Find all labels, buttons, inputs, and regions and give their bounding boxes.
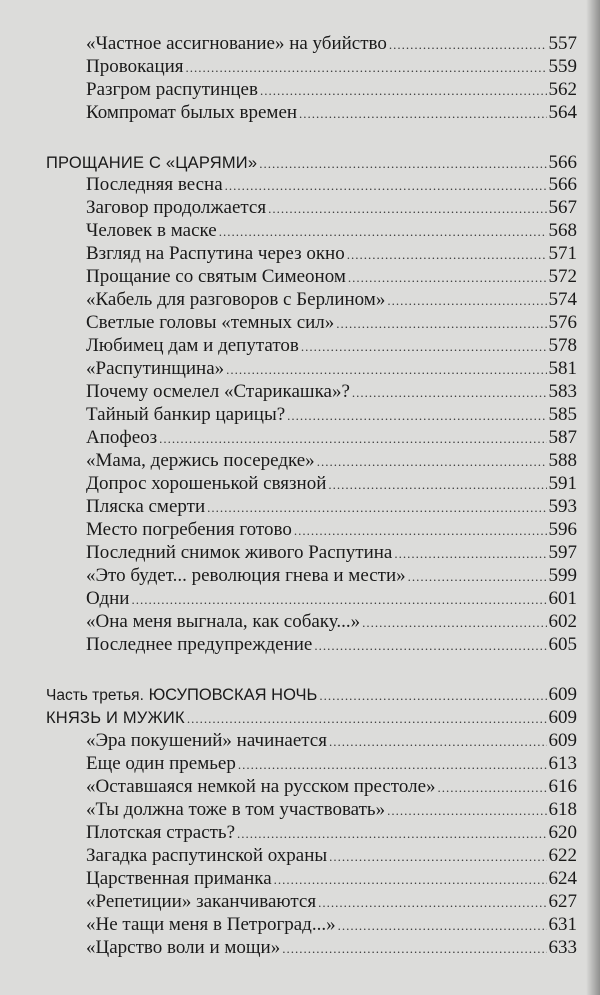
leader-dots	[389, 33, 547, 56]
leader-dots	[299, 102, 546, 125]
entry-title: «Кабель для разговоров с Берлином»	[86, 289, 386, 310]
entry-page: 605	[548, 634, 577, 655]
entry-page: 596	[548, 519, 577, 540]
toc-entry	[86, 867, 577, 891]
toc-entry	[86, 357, 577, 381]
leader-dots	[207, 496, 546, 519]
toc-entry	[86, 798, 577, 822]
leader-dots	[274, 868, 547, 891]
leader-dots	[187, 707, 547, 730]
leader-dots	[348, 266, 547, 289]
leader-dots	[408, 565, 547, 588]
entry-page: 574	[548, 289, 577, 310]
entry-page: 566	[548, 174, 577, 195]
entry-page: 624	[548, 868, 577, 889]
toc-entry	[86, 55, 577, 79]
toc-entry	[86, 844, 577, 868]
entry-title: Загадка распутинской охраны	[86, 845, 328, 866]
entry-title: Царственная приманка	[86, 868, 272, 889]
toc-section-heading	[46, 151, 577, 175]
toc-entry	[86, 265, 577, 289]
section-page: 609	[548, 707, 577, 728]
entry-title: Еще один премьер	[86, 753, 236, 774]
entry-title: Разгром распутинцев	[86, 79, 258, 100]
entry-page: 557	[548, 33, 577, 54]
entry-page: 576	[548, 312, 577, 333]
entry-page: 571	[548, 243, 577, 264]
entry-page: 588	[548, 450, 577, 471]
leader-dots	[294, 519, 547, 542]
leader-dots	[219, 220, 547, 243]
entry-title: Провокация	[86, 56, 184, 77]
entry-title: «Частное ассигнование» на убийство	[86, 33, 387, 54]
entry-title: Заговор продолжается	[86, 197, 267, 218]
entry-title: «Оставшаяся немкой на русском престоле»	[86, 776, 436, 797]
part-page: 609	[548, 684, 577, 705]
entry-page: 597	[548, 542, 577, 563]
entry-title: Прощание со святым Симеоном	[86, 266, 346, 287]
toc-entry	[86, 913, 577, 937]
toc-entry	[86, 472, 577, 496]
leader-dots	[186, 56, 547, 79]
entry-page: 581	[548, 358, 577, 379]
toc-entry	[86, 78, 577, 102]
toc-entry	[86, 729, 577, 753]
part-heading-label	[46, 683, 319, 707]
entry-page: 585	[548, 404, 577, 425]
entry-title: «Она меня выгнала, как собаку...»	[86, 611, 361, 632]
leader-dots	[226, 358, 546, 381]
entry-title: «Не тащи меня в Петроград...»	[86, 914, 336, 935]
entry-page: 562	[548, 79, 577, 100]
toc-entry	[86, 587, 577, 611]
entry-page: 618	[548, 799, 577, 820]
entry-title: Пляска смерти	[86, 496, 206, 517]
leader-dots	[394, 542, 546, 565]
entry-page: 599	[548, 565, 577, 586]
leader-dots	[317, 450, 547, 473]
leader-dots	[352, 381, 547, 404]
entry-page: 591	[548, 473, 577, 494]
entry-title: Любимец дам и депутатов	[86, 335, 299, 356]
leader-dots	[268, 197, 546, 220]
entry-title: Последняя весна	[86, 174, 223, 195]
entry-page: 631	[548, 914, 577, 935]
toc-entry	[86, 426, 577, 450]
leader-dots	[438, 776, 547, 799]
entry-title: Светлые головы «темных сил»	[86, 312, 335, 333]
entry-title: Компромат былых времен	[86, 102, 298, 123]
toc-part-heading	[46, 683, 577, 707]
entry-title: «Эра покушений» начинается	[86, 730, 327, 751]
entry-page: 633	[548, 937, 577, 958]
entry-title: Тайный банкир царицы?	[86, 404, 286, 425]
leader-dots	[131, 588, 546, 611]
leader-dots	[336, 312, 546, 335]
toc-entry	[86, 633, 577, 657]
toc-entry	[86, 219, 577, 243]
leader-dots	[347, 243, 547, 266]
leader-dots	[260, 79, 547, 102]
toc-entry	[86, 518, 577, 542]
toc-section-heading	[46, 706, 577, 730]
toc-entry	[86, 610, 577, 634]
page-edge-shadow	[586, 0, 600, 995]
entry-page: 602	[548, 611, 577, 632]
leader-dots	[329, 845, 546, 868]
toc-entry	[86, 775, 577, 799]
entry-page: 578	[548, 335, 577, 356]
entry-title: «Распутинщина»	[86, 358, 225, 379]
entry-title: Почему осмелел «Старикашка»?	[86, 381, 350, 402]
leader-dots	[328, 473, 546, 496]
toc-entry	[86, 890, 577, 914]
toc-entry	[86, 449, 577, 473]
entry-page: 583	[548, 381, 577, 402]
leader-dots	[159, 427, 546, 450]
entry-title: Одни	[86, 588, 130, 609]
toc-entry	[86, 101, 577, 125]
entry-page: 572	[548, 266, 577, 287]
leader-dots	[387, 799, 546, 822]
entry-title: Взгляд на Распутина через окно	[86, 243, 345, 264]
leader-dots	[259, 152, 546, 175]
leader-dots	[314, 634, 546, 657]
entry-page: 587	[548, 427, 577, 448]
entry-title: Человек в маске	[86, 220, 217, 241]
entry-page: 601	[548, 588, 577, 609]
section-page: 566	[548, 152, 577, 173]
toc-entry	[86, 32, 577, 56]
section-title: КНЯЗЬ И МУЖИК	[46, 709, 185, 727]
entry-page: 593	[548, 496, 577, 517]
entry-page: 609	[548, 730, 577, 751]
toc-entry	[86, 403, 577, 427]
entry-page: 613	[548, 753, 577, 774]
toc-entry	[86, 242, 577, 266]
leader-dots	[318, 891, 546, 914]
toc-entry	[86, 196, 577, 220]
entry-title: «Репетиции» заканчиваются	[86, 891, 317, 912]
entry-page: 627	[548, 891, 577, 912]
part-prefix: Часть третья.	[46, 687, 144, 704]
entry-title: «Мама, держись посередке»	[86, 450, 315, 471]
entry-title: Последнее предупреждение	[86, 634, 313, 655]
entry-page: 622	[548, 845, 577, 866]
section-title: ПРОЩАНИЕ С «ЦАРЯМИ»	[46, 154, 258, 172]
entry-title: Плотская страсть?	[86, 822, 236, 843]
leader-dots	[329, 730, 547, 753]
toc-entry	[86, 495, 577, 519]
entry-title: «Ты должна тоже в том участвовать»	[86, 799, 386, 820]
toc-entry	[86, 936, 577, 960]
toc-entry	[86, 311, 577, 335]
leader-dots	[301, 335, 547, 358]
leader-dots	[238, 753, 547, 776]
toc-entry	[86, 380, 577, 404]
entry-title: Апофеоз	[86, 427, 158, 448]
toc-entry	[86, 821, 577, 845]
leader-dots	[282, 937, 546, 960]
entry-page: 559	[548, 56, 577, 77]
leader-dots	[319, 684, 546, 707]
leader-dots	[237, 822, 546, 845]
leader-dots	[338, 914, 547, 937]
part-title: ЮСУПОВСКАЯ НОЧЬ	[148, 686, 318, 704]
leader-dots	[387, 289, 546, 312]
toc-entry	[86, 541, 577, 565]
toc-entry	[86, 752, 577, 776]
entry-page: 616	[548, 776, 577, 797]
entry-page: 564	[548, 102, 577, 123]
entry-title: Место погребения готово	[86, 519, 292, 540]
entry-page: 620	[548, 822, 577, 843]
leader-dots	[362, 611, 546, 634]
entry-title: Последний снимок живого Распутина	[86, 542, 393, 563]
toc-entry	[86, 564, 577, 588]
entry-title: «Царство воли и мощи»	[86, 937, 281, 958]
leader-dots	[225, 174, 547, 197]
entry-title: «Это будет... революция гнева и мести»	[86, 565, 406, 586]
toc-entry	[86, 334, 577, 358]
entry-page: 567	[548, 197, 577, 218]
entry-title: Допрос хорошенькой связной	[86, 473, 327, 494]
leader-dots	[287, 404, 546, 427]
toc-entry	[86, 173, 577, 197]
toc-entry	[86, 288, 577, 312]
entry-page: 568	[548, 220, 577, 241]
